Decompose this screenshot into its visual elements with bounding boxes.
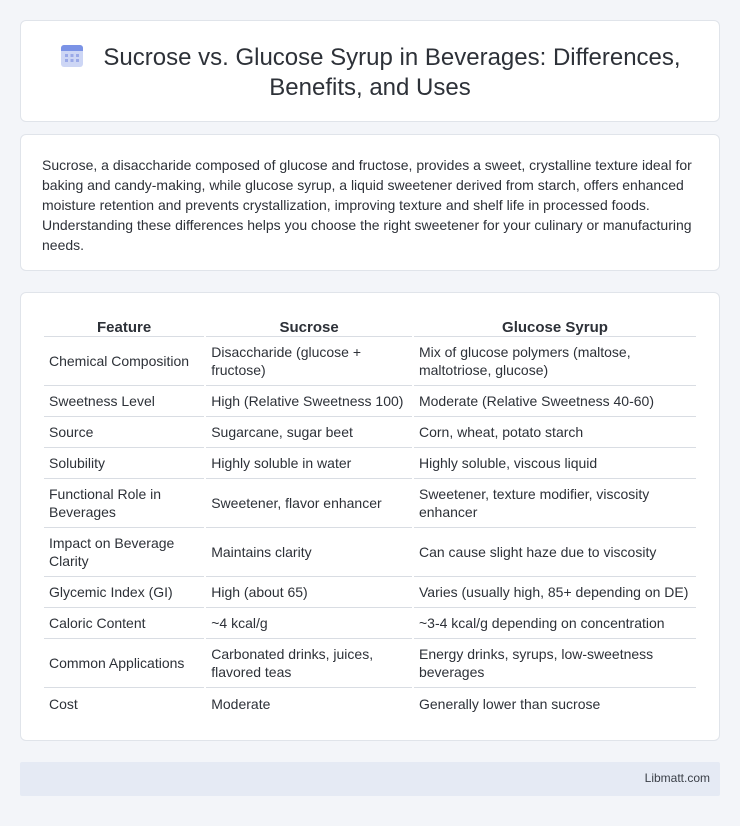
column-header-feature: Feature xyxy=(44,315,204,337)
sucrose-cell: Sugarcane, sugar beet xyxy=(206,417,412,448)
sucrose-cell: High (Relative Sweetness 100) xyxy=(206,386,412,417)
table-row xyxy=(44,479,696,528)
table-header-row xyxy=(44,315,696,337)
table-row xyxy=(44,688,696,719)
page-title: Sucrose vs. Glucose Syrup in Beverages: Differences, Benefits, and Uses xyxy=(103,44,681,101)
glucose-syrup-cell: Energy drinks, syrups, low-sweetness beverages xyxy=(414,639,696,688)
table-row xyxy=(44,577,696,608)
comparison-table xyxy=(42,315,698,719)
footer-bar xyxy=(20,762,720,796)
feature-cell: Solubility xyxy=(44,448,204,479)
glucose-syrup-cell: Varies (usually high, 85+ depending on DE) xyxy=(414,577,696,608)
table-row xyxy=(44,417,696,448)
page-title-block xyxy=(21,43,719,103)
footer-brand-link[interactable]: Libmatt.com xyxy=(644,771,710,785)
table-row xyxy=(44,386,696,417)
sucrose-cell: Disaccharide (glucose + fructose) xyxy=(206,337,412,386)
feature-cell: Functional Role in Beverages xyxy=(44,479,204,528)
table-row xyxy=(44,528,696,577)
feature-cell: Source xyxy=(44,417,204,448)
glucose-syrup-cell: Mix of glucose polymers (maltose, maltotriose, glucose) xyxy=(414,337,696,386)
table-row xyxy=(44,639,696,688)
sucrose-cell: High (about 65) xyxy=(206,577,412,608)
table-row xyxy=(44,337,696,386)
feature-cell: Chemical Composition xyxy=(44,337,204,386)
title-card xyxy=(20,20,720,122)
glucose-syrup-cell: Can cause slight haze due to viscosity xyxy=(414,528,696,577)
column-header-glucose-syrup: Glucose Syrup xyxy=(414,315,696,337)
comparison-card xyxy=(20,292,720,741)
spreadsheet-icon xyxy=(59,43,85,69)
sucrose-cell: ~4 kcal/g xyxy=(206,608,412,639)
feature-cell: Impact on Beverage Clarity xyxy=(44,528,204,577)
sucrose-cell: Highly soluble in water xyxy=(206,448,412,479)
glucose-syrup-cell: Generally lower than sucrose xyxy=(418,695,601,712)
glucose-syrup-cell: ~3-4 kcal/g depending on concentration xyxy=(414,608,696,639)
glucose-syrup-cell: Highly soluble, viscous liquid xyxy=(414,448,696,479)
sucrose-cell: Maintains clarity xyxy=(206,528,412,577)
feature-cell: Caloric Content xyxy=(44,608,204,639)
feature-cell: Common Applications xyxy=(44,639,204,688)
sucrose-cell: Sweetener, flavor enhancer xyxy=(206,479,412,528)
table-row xyxy=(44,608,696,639)
feature-cell: Sweetness Level xyxy=(44,386,204,417)
feature-cell: Cost xyxy=(49,695,78,712)
sucrose-cell: Carbonated drinks, juices, flavored teas xyxy=(206,639,412,688)
table-row xyxy=(44,448,696,479)
glucose-syrup-cell: Moderate (Relative Sweetness 40-60) xyxy=(414,386,696,417)
column-header-sucrose: Sucrose xyxy=(206,315,412,337)
intro-paragraph: Sucrose, a disaccharide composed of glucose and fructose, provides a sweet, crystalline texture ideal for baking and candy-making, while glucose syrup, a liquid sweetener derived from starch, offers enhanced moisture retention and prevents crystallization, improving texture and shelf life in processed foods. Understanding these differences helps you choose the right sweetener for your culinary or manufacturing needs. xyxy=(42,157,692,253)
glucose-syrup-cell: Sweetener, texture modifier, viscosity enhancer xyxy=(414,479,696,528)
sucrose-cell: Moderate xyxy=(211,695,271,712)
feature-cell: Glycemic Index (GI) xyxy=(44,577,204,608)
glucose-syrup-cell: Corn, wheat, potato starch xyxy=(414,417,696,448)
intro-card xyxy=(20,134,720,271)
